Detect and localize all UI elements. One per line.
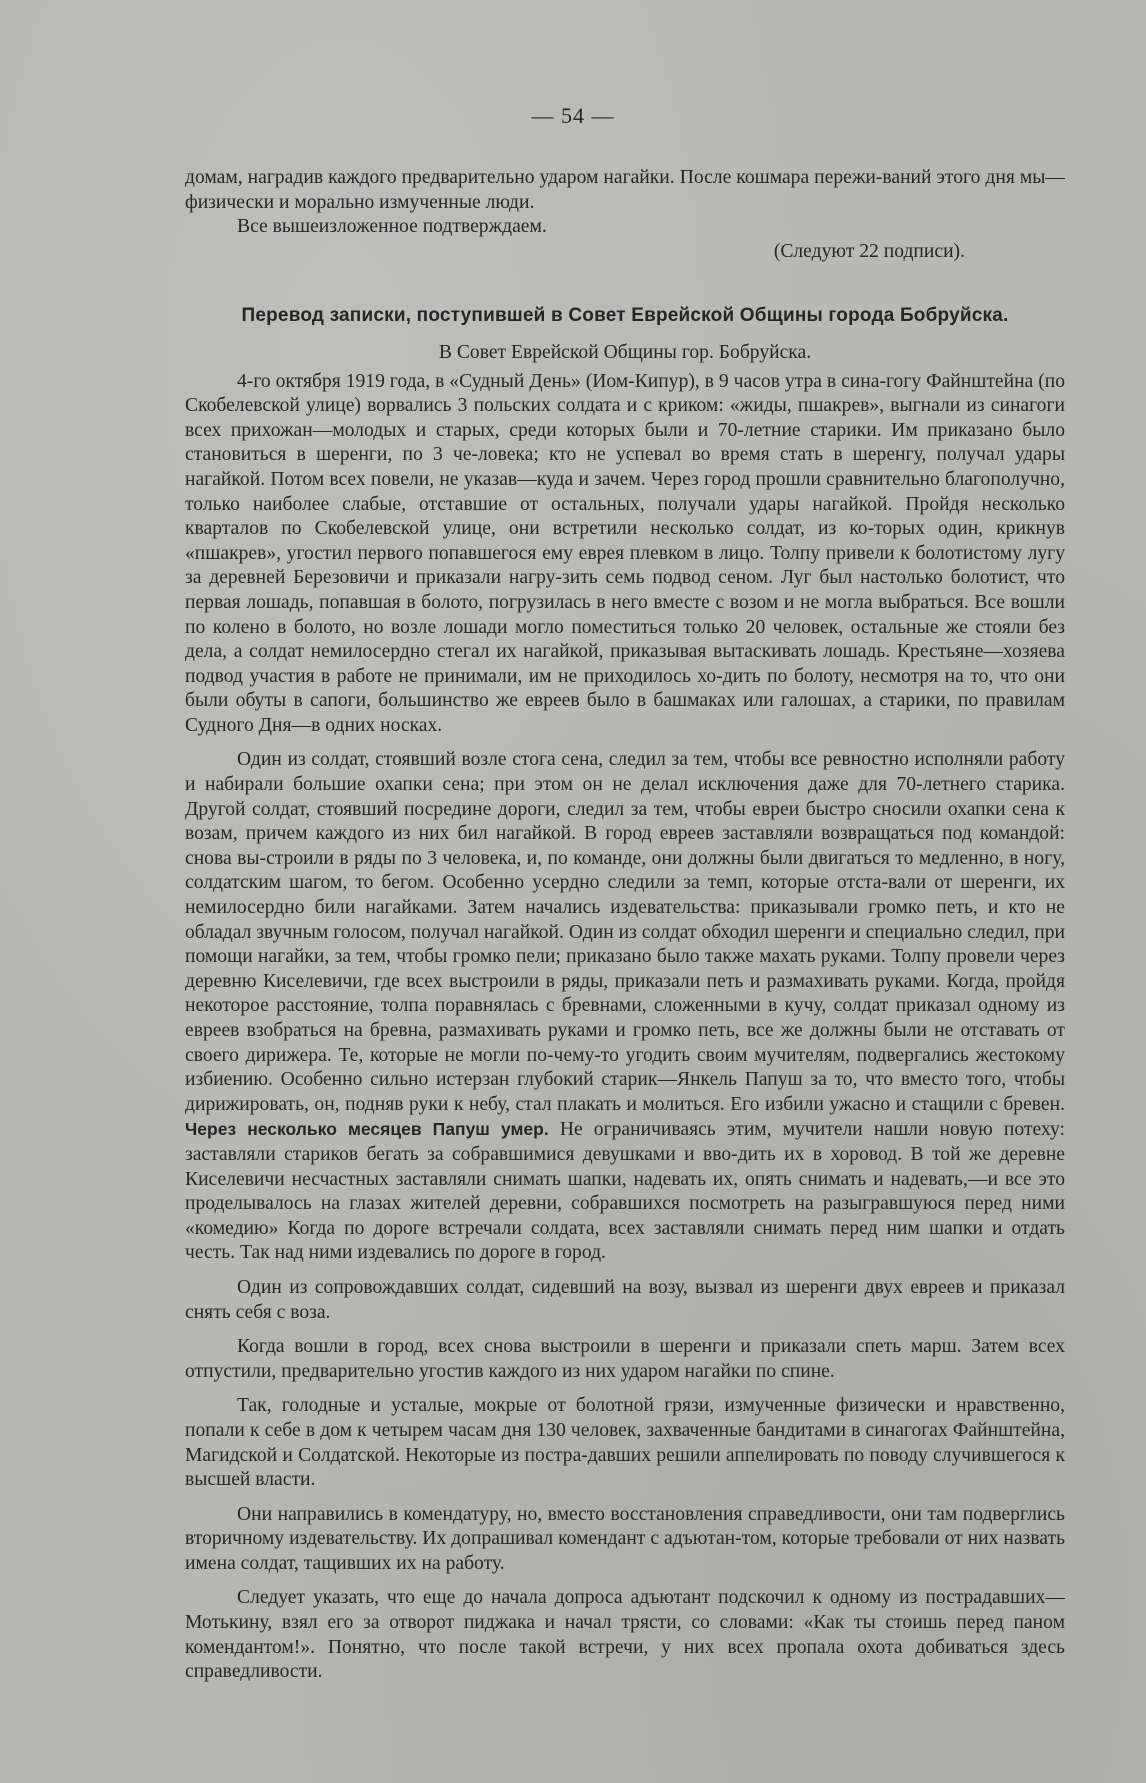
signatures-note: (Следуют 22 подписи). [773,240,965,262]
intro-paragraph: домам, наградив каждого предварительно ударом нагайки. После кошмара пережи-ваний этого дня мы—физически и морально измученные люди. [185,167,1065,213]
body-text: Не ограничиваясь этим, мучители нашли новую потеху: заставляли стариков бегать за собравшимися девушками и вво-дить их в хоровод. В той же деревне Киселевичи несчастных заставляли снимать шапки, надевать их, опять снимать и надевать,—и все это проделывалось на глазах жителей деревни, собравшихся посмотреть на разыгравшуюся перед ними «комедию» Когда по дороге встречали солдата, всех заставляли снимать перед ним шапки и отдать честь. Так над ними издевались по дороге в город. [185,1119,1065,1264]
body-paragraph: Они направились в комендатуру, но, вместо восстановления справедливости, они там подверглись вторичному издевательству. Их допрашивал комендант с адъютан-том, которые требовали от них назвать имена солдат, тащивших их на работу. [185,1503,1065,1574]
intro-confirmation: Все вышеизложенное подтверждаем. [237,216,547,238]
addressee-line: В Совет Еврейской Общины гор. Бобруйска. [438,341,812,363]
body-paragraph: Один из сопровождавших солдат, сидевший на возу, вызвал из шеренги двух евреев и приказал снять себя с воза. [185,1276,1065,1323]
page-content [185,166,1065,1685]
body-paragraph: Когда вошли в город, всех снова выстроили в шеренги и приказали спеть марш. Затем всех отпустили, предварительно угостив каждого из них ударом нагайки по спине. [185,1336,1065,1382]
section-heading: Перевод записки, поступившей в Совет Еврейской Общины города Бобруйска. [241,305,1009,327]
body-paragraph: Так, голодные и усталые, мокрые от болотной грязи, измученные физически и нравственно, попали к себе в дом к четырем часам дня 130 человек, захваченные бандитами в синагогах Файнштейна, Магидской и Солдатской. Некоторые из постра-давших решили аппелировать по поводу случившегося к высшей власти. [185,1395,1065,1491]
page-number: — 54 — [531,103,615,128]
body-text: Один из солдат, стоявший возле стога сена, следил за тем, чтобы все ревностно исполняли работу и набирали большие охапки сена; при этом он не делал исключения даже для 70-летнего старика. Другой солдат, стоявший посредине дороги, следил за тем, чтобы евреи быстро сносили охапки сена к возам, причем каждого из них бил нагайкой. В город евреев заставляли возвращаться под командой: снова вы-строили в ряды по 3 человека, и, по команде, они должны были двигаться то медленно, в ногу, солдатским шагом, то бегом. Особенно усердно следили за темп, которые отста-вали от шеренги, их немилосердно били нагайками. Затем начались издевательства: приказывали громко петь, и кто не обладал звучным голосом, получал нагайкой. Один из солдат обходил шеренги и специально следил, при помощи нагайки, за тем, чтобы громко пели; приказано было также махать руками. Толпу провели через деревню Киселевичи, где всех выстроили в ряды, приказали петь и размахивать руками. Когда, пройдя некоторое расстояние, толпа поравнялась с бревнами, сложенными в кучу, солдат приказал одному из евреев взобраться на бревна, размахивать руками и громко петь, все же должны были не отставать от своего дирижера. Те, которые не могли по-чему-то угодить своим мучителям, подвергались жестокому избиению. Особенно сильно истерзан глубокий старик—Янкель Папуш за то, что вместо того, чтобы дирижировать, он, подняв руки к небу, стал плакать и молиться. Его избили ужасно и стащили с бревен. [185,749,1065,1115]
body-paragraph [185,748,1065,1265]
body-paragraph: Следует указать, что еще до начала допроса адъютант подскочил к одному из пострадавших—Мотькину, взял его за отворот пиджака и начал трясти, со словами: «Как ты стоишь перед паном комендантом!». Понятно, что после такой встречи, у них всех пропала охота добиваться здесь справедливости. [185,1587,1065,1683]
body-paragraph: 4-го октября 1919 года, в «Судный День» (Иом-Кипур), в 9 часов утра в сина-гогу Файнштейна (по Скобелевской улице) ворвались 3 польских солдата и с криком: «жиды, пшакрев», выгнали из синагоги всех прихожан—молодых и старых, среди которых были и 70-летние старики. Им приказано было становиться в шеренги, по 3 че-ловека; кто не успевал во время стать в шеренгу, получал удары нагайкой. Потом всех повели, не указав—куда и зачем. Через город прошли сравнительно благополучно, только наиболее слабые, отставшие от остальных, получали удары нагайкой. Пройдя несколько кварталов по Скобелевской улице, они встретили несколько солдат, из ко-торых один, крикнув «пшакрев», угостил первого попавшегося ему еврея плевком в лицо. Толпу привели к болотистому лугу за деревней Березовичи и приказали нагру-зить семь подвод сеном. Луг был настолько болотист, что первая лошадь, попавшая в болото, погрузилась в него вместе с возом и не могла выбраться. Все вошли по колено в болото, но возле лошади могло поместиться только 20 человек, остальные же стояли без дела, а солдат немилосердно стегал их нагайкой, приказывая вытаскивать лошадь. Крестьяне—хозяева подвод участия в работе не принимали, им не приходилось хо-дить по болоту, несмотря на то, что они были обуты в сапоги, большинство же евреев было в башмаках или галошах, а старики, по правилам Судного Дня—в одних носках. [185,370,1065,736]
emphasized-text: Через несколько месяцев Папуш умер. [185,1119,549,1140]
